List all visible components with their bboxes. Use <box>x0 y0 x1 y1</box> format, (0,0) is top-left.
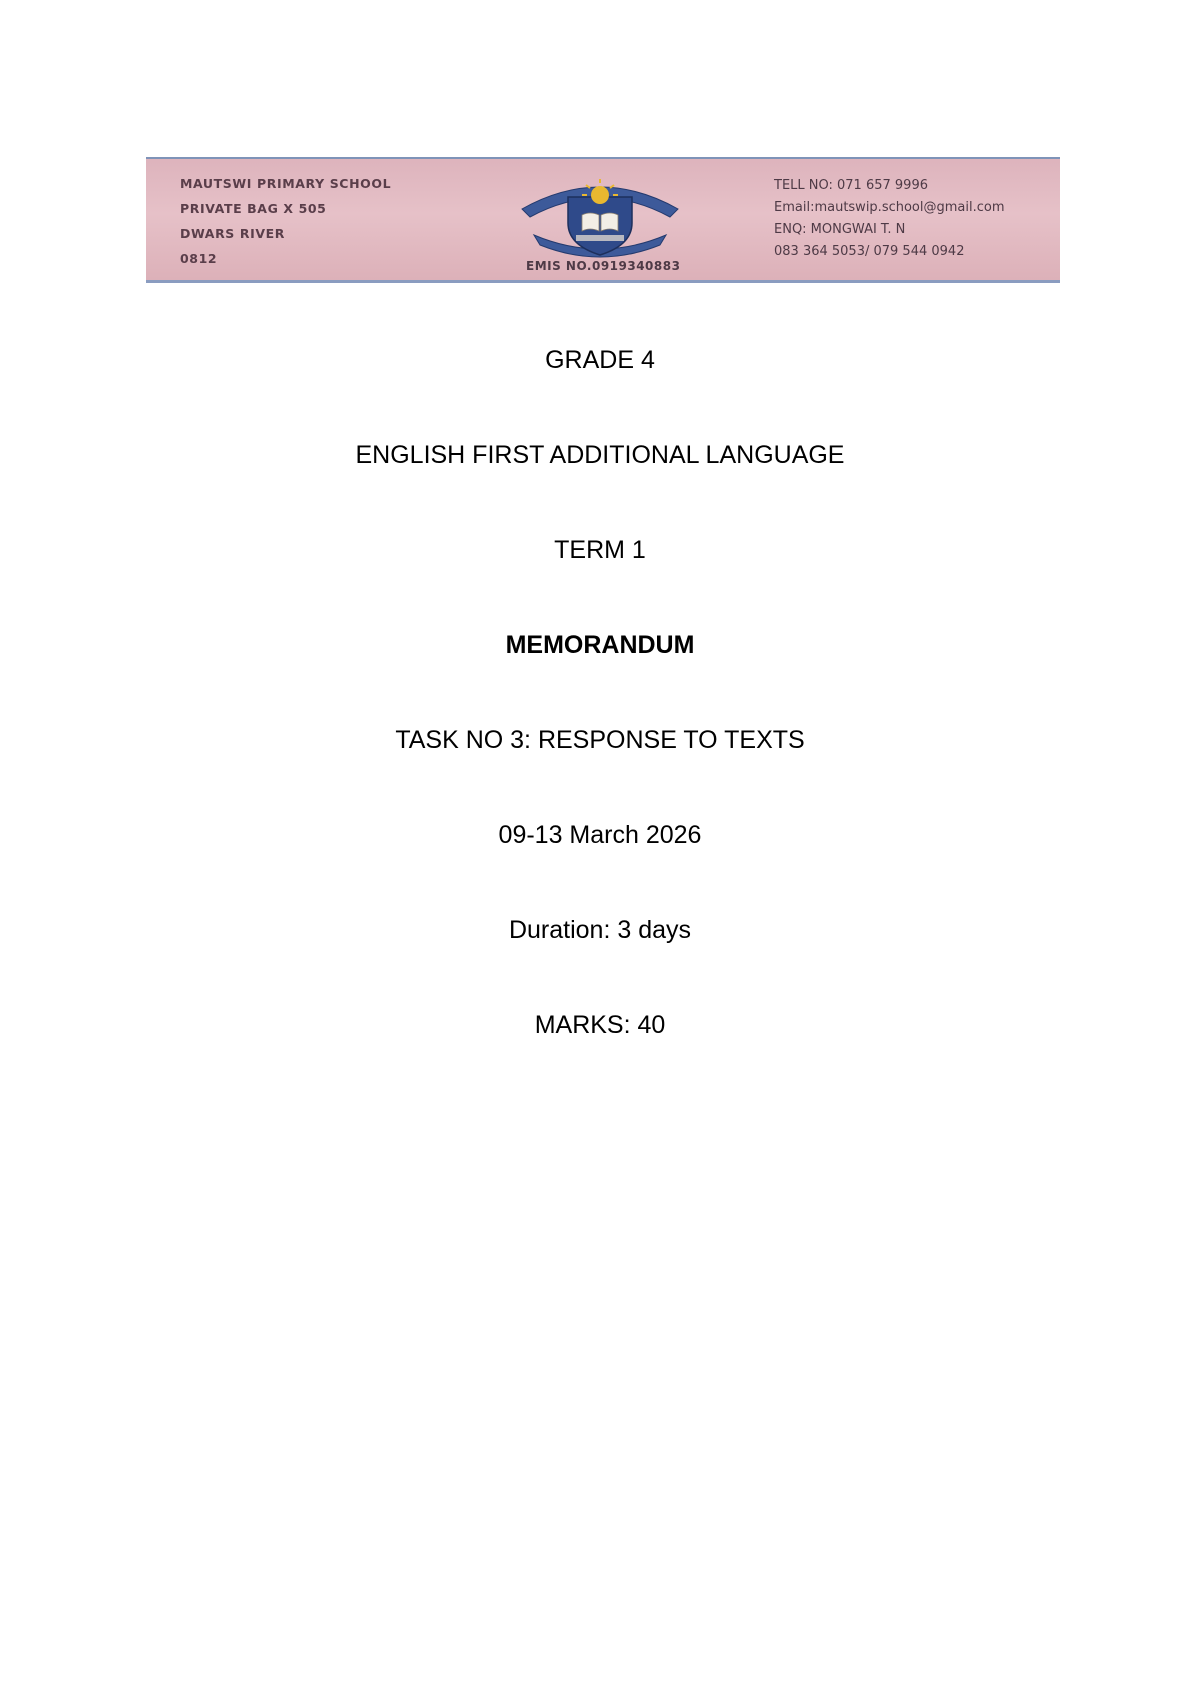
enquiries: ENQ: MONGWAI T. N <box>774 222 906 237</box>
school-address-block <box>180 171 391 271</box>
address-line2: DWARS RIVER <box>180 226 285 241</box>
duration: Duration: 3 days <box>508 916 692 944</box>
school-crest-icon <box>510 171 690 261</box>
tel-number: TELL NO: 071 657 9996 <box>774 178 928 193</box>
cover-content <box>0 340 1200 1100</box>
letterhead <box>146 157 1060 283</box>
grade: GRADE 4 <box>545 346 655 374</box>
task-dates: 09-13 March 2026 <box>498 821 702 849</box>
postal-code: 0812 <box>180 251 218 266</box>
term: TERM 1 <box>554 536 646 564</box>
document-type: MEMORANDUM <box>505 631 695 659</box>
school-name: MAUTSWI PRIMARY SCHOOL <box>180 176 392 191</box>
contact-block <box>774 175 1005 263</box>
emis-number: EMIS NO.0919340883 <box>526 259 681 273</box>
task-title: TASK NO 3: RESPONSE TO TEXTS <box>395 726 805 754</box>
subject: ENGLISH FIRST ADDITIONAL LANGUAGE <box>355 441 845 469</box>
address-line1: PRIVATE BAG X 505 <box>180 201 327 216</box>
email-address: Email:mautswip.school@gmail.com <box>774 200 1005 215</box>
phone-numbers: 083 364 5053/ 079 544 0942 <box>774 244 965 259</box>
marks: MARKS: 40 <box>534 1011 666 1039</box>
